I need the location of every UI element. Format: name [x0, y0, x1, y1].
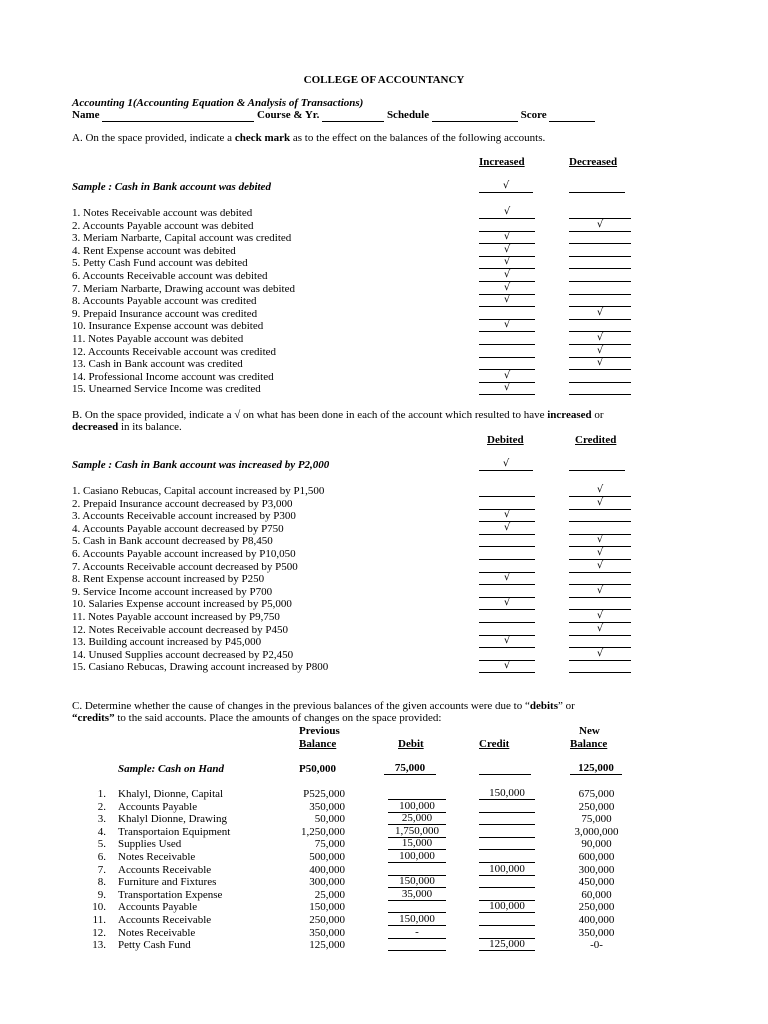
part-c-row-6-debit[interactable]: 100,000 — [388, 850, 446, 863]
part-a-item-11-decreased-blank[interactable]: √ — [569, 332, 631, 345]
part-c-row-12-number: 12. — [92, 927, 106, 939]
part-a-item-3-text: 3. Meriam Narbarte, Capital account was credited — [72, 232, 292, 244]
part-a-item-1-increased-blank[interactable]: √ — [479, 206, 535, 219]
part-c-row-5-debit[interactable]: 15,000 — [388, 837, 446, 850]
part-c-row-6-new-balance: 600,000 — [578, 851, 615, 863]
part-a-item-13-increased-blank[interactable] — [479, 357, 535, 370]
student-info-line — [72, 109, 595, 122]
part-c-row-11-credit[interactable] — [479, 913, 535, 926]
part-b-sample: Sample : Cash in Bank account was increased by P2,000 — [72, 459, 330, 471]
part-c-row-13-previous: 125,000 — [309, 939, 345, 951]
part-b-item-10-text: 10. Salaries Expense account increased by P5,000 — [72, 598, 292, 610]
part-b-instruction-line2 — [72, 421, 182, 434]
part-c-row-9-account: Transportation Expense — [118, 889, 223, 901]
part-c-row-2-debit[interactable]: 100,000 — [388, 800, 446, 813]
part-c-row-10-debit[interactable] — [388, 900, 446, 913]
part-c-row-3-new-balance: 75,000 — [581, 813, 612, 825]
part-c-row-9-debit[interactable]: 35,000 — [388, 888, 446, 901]
part-b-item-10-credited-blank[interactable] — [569, 597, 631, 610]
part-b-instr-bold: increased — [547, 409, 592, 421]
part-b-item-13-text: 13. Building account increased by P45,000 — [72, 636, 262, 648]
part-c-row-11-number: 11. — [92, 914, 106, 926]
part-c-row-8-debit[interactable]: 150,000 — [388, 875, 446, 888]
part-a-item-2-decreased-blank[interactable]: √ — [569, 219, 631, 232]
part-c-row-1-credit[interactable]: 150,000 — [479, 787, 535, 800]
part-b-item-1-debited-blank[interactable] — [479, 484, 535, 497]
part-b-item-15-debited-blank[interactable]: √ — [479, 660, 535, 673]
part-c-row-5-previous: 75,000 — [314, 838, 345, 850]
part-a-item-7-text: 7. Meriam Narbarte, Drawing account was debited — [72, 283, 295, 295]
part-c-row-7-credit[interactable]: 100,000 — [479, 863, 535, 876]
part-a-item-6-text: 6. Accounts Receivable account was debited — [72, 270, 268, 282]
part-c-sample-debit[interactable]: 75,000 — [384, 762, 436, 775]
name-label: Name — [72, 109, 100, 121]
part-c-row-1-debit[interactable] — [388, 787, 446, 800]
part-c-row-1-new-balance: 675,000 — [578, 788, 615, 800]
part-c-row-5-account: Supplies Used — [118, 838, 182, 850]
part-b-item-5-text: 5. Cash in Bank account decreased by P8,450 — [72, 535, 273, 547]
part-b-item-6-debited-blank[interactable] — [479, 547, 535, 560]
part-b-item-6-credited-blank[interactable]: √ — [569, 547, 631, 560]
part-b-item-4-text: 4. Accounts Payable account decreased by P750 — [72, 523, 284, 535]
part-b-item-11-text: 11. Notes Payable account increased by P9,750 — [72, 611, 280, 623]
part-a-item-1-decreased-blank[interactable] — [569, 206, 631, 219]
part-a-item-3-increased-blank[interactable]: √ — [479, 231, 535, 244]
part-b-item-5-credited-blank[interactable]: √ — [569, 534, 631, 547]
part-c-row-8-account: Furniture and Fixtures — [118, 876, 217, 888]
part-a-item-6-decreased-blank[interactable] — [569, 269, 631, 282]
part-c-row-5-number: 5. — [97, 838, 106, 850]
part-a-col-increased: Increased — [479, 156, 525, 168]
part-b-instr-bold-2: decreased — [72, 421, 119, 433]
part-c-row-12-debit[interactable]: - — [388, 926, 446, 939]
subject-title: Accounting 1(Accounting Equation & Analysis of Transactions) — [72, 97, 364, 109]
part-c-row-11-previous: 250,000 — [309, 914, 345, 926]
part-a-item-9-decreased-blank[interactable]: √ — [569, 307, 631, 320]
part-b-instr-text: B. On the space provided, indicate a √ on what has been done in each of the account which resulted to have — [72, 409, 548, 421]
score-field[interactable] — [549, 110, 595, 122]
part-a-instr-text-end: as to the effect on the balances of the following accounts. — [290, 132, 546, 144]
part-a-sample-increased-blank[interactable]: √ — [479, 180, 533, 193]
part-a-sample-decreased-blank[interactable] — [569, 180, 625, 193]
col-new-bottom: Balance — [570, 738, 608, 750]
col-credit: Credit — [479, 738, 510, 750]
part-c-row-7-previous: 400,000 — [309, 864, 345, 876]
part-c-row-4-new-balance: 3,000,000 — [574, 826, 619, 838]
part-b-item-7-credited-blank[interactable]: √ — [569, 560, 631, 573]
part-b-item-15-text: 15. Casiano Rebucas, Drawing account increased by P800 — [72, 661, 329, 673]
part-c-instr-bold: debits — [529, 700, 558, 712]
part-c-row-11-new-balance: 400,000 — [578, 914, 615, 926]
part-b-item-9-credited-blank[interactable]: √ — [569, 585, 631, 598]
part-c-row-10-credit[interactable]: 100,000 — [479, 900, 535, 913]
part-c-row-3-previous: 50,000 — [314, 813, 345, 825]
part-c-row-8-new-balance: 450,000 — [578, 876, 615, 888]
part-c-instruction-line2 — [72, 712, 441, 725]
part-a-instr-bold: check mark — [234, 132, 291, 144]
part-c-row-13-debit[interactable] — [388, 938, 446, 951]
part-b-col-debited: Debited — [487, 434, 524, 446]
part-b-item-11-debited-blank[interactable] — [479, 610, 535, 623]
part-b-item-13-debited-blank[interactable]: √ — [479, 635, 535, 648]
part-a-item-2-text: 2. Accounts Payable account was debited — [72, 220, 254, 232]
part-b-item-8-text: 8. Rent Expense account increased by P250 — [72, 573, 265, 585]
part-b-col-credited: Credited — [575, 434, 617, 446]
part-a-item-4-text: 4. Rent Expense account was debited — [72, 245, 236, 257]
part-b-item-2-text: 2. Prepaid Insurance account decreased by P3,000 — [72, 498, 293, 510]
part-c-row-6-number: 6. — [97, 851, 106, 863]
part-c-row-7-new-balance: 300,000 — [578, 864, 615, 876]
schedule-field[interactable] — [432, 110, 518, 122]
part-b-item-12-text: 12. Notes Receivable account decreased by P450 — [72, 624, 288, 636]
part-a-item-7-increased-blank[interactable]: √ — [479, 282, 535, 295]
part-b-item-15-credited-blank[interactable] — [569, 660, 631, 673]
part-c-row-9-previous: 25,000 — [314, 889, 345, 901]
course-label: Course & Yr. — [257, 109, 320, 121]
part-c-row-10-new-balance: 250,000 — [578, 901, 615, 913]
part-c-row-13-account: Petty Cash Fund — [118, 939, 191, 951]
part-b-item-10-debited-blank[interactable]: √ — [479, 597, 535, 610]
part-c-row-8-number: 8. — [97, 876, 106, 888]
part-c-row-3-number: 3. — [97, 813, 106, 825]
part-b-item-1-text: 1. Casiano Rebucas, Capital account increased by P1,500 — [72, 485, 325, 497]
part-c-row-1-account: Khalyl, Dionne, Capital — [118, 788, 224, 800]
part-b-item-9-text: 9. Service Income account increased by P700 — [72, 586, 273, 598]
part-c-row-13-credit[interactable]: 125,000 — [479, 938, 535, 951]
score-label: Score — [520, 109, 547, 121]
part-c-row-8-credit[interactable] — [479, 875, 535, 888]
part-b-instr-text-2: in its balance. — [118, 421, 182, 433]
part-c-row-2-number: 2. — [97, 801, 106, 813]
col-previous-bottom: Balance — [299, 738, 337, 750]
part-c-row-10-number: 10. — [92, 901, 106, 913]
part-b-item-11-credited-blank[interactable]: √ — [569, 610, 631, 623]
part-c-row-3-account: Khalyl Dionne, Drawing — [118, 813, 228, 825]
col-new-top: New — [579, 725, 600, 737]
part-c-sample-credit[interactable] — [479, 762, 531, 775]
part-a-item-15-text: 15. Unearned Service Income was credited — [72, 383, 261, 395]
part-c-instr-bold-2: “credits” — [72, 712, 115, 724]
part-b-item-14-credited-blank[interactable]: √ — [569, 648, 631, 661]
part-c-row-2-new-balance: 250,000 — [578, 801, 615, 813]
part-b-item-14-text: 14. Unused Supplies account decreased by P2,450 — [72, 649, 294, 661]
part-a-item-12-decreased-blank[interactable]: √ — [569, 345, 631, 358]
part-c-row-1-number: 1. — [97, 788, 106, 800]
part-c-row-4-account: Transportaion Equipment — [118, 826, 231, 838]
part-b-item-7-text: 7. Accounts Receivable account decreased by P500 — [72, 561, 298, 573]
part-b-item-8-credited-blank[interactable] — [569, 572, 631, 585]
part-c-row-13-number: 13. — [92, 939, 106, 951]
col-debit: Debit — [398, 738, 424, 750]
part-a-item-10-increased-blank[interactable]: √ — [479, 319, 535, 332]
page-title: COLLEGE OF ACCOUNTANCY — [303, 74, 465, 86]
part-b-item-6-text: 6. Accounts Payable account increased by P10,050 — [72, 548, 296, 560]
part-c-row-4-number: 4. — [97, 826, 106, 838]
part-c-row-5-new-balance: 90,000 — [581, 838, 612, 850]
part-b-item-1-credited-blank[interactable]: √ — [569, 484, 631, 497]
part-a-item-14-text: 14. Professional Income account was credited — [72, 371, 274, 383]
part-c-instr-text: C. Determine whether the cause of changes in the previous balances of the given accounts were due to “ — [72, 700, 530, 712]
part-c-row-2-previous: 350,000 — [309, 801, 345, 813]
part-c-row-8-previous: 300,000 — [309, 876, 345, 888]
part-a-item-5-text: 5. Petty Cash Fund account was debited — [72, 257, 248, 269]
part-c-sample-previous: P50,000 — [299, 763, 336, 775]
part-c-row-6-previous: 500,000 — [309, 851, 345, 863]
part-a-item-15-decreased-blank[interactable] — [569, 382, 631, 395]
part-c-sample-label: Sample: Cash on Hand — [118, 763, 225, 775]
part-a-instr-text: A. On the space provided, indicate a — [72, 132, 235, 144]
part-b-item-5-debited-blank[interactable] — [479, 534, 535, 547]
part-c-row-6-credit[interactable] — [479, 850, 535, 863]
part-c-row-12-account: Notes Receivable — [118, 927, 196, 939]
part-b-item-3-debited-blank[interactable]: √ — [479, 509, 535, 522]
part-a-item-13-text: 13. Cash in Bank account was credited — [72, 358, 243, 370]
part-c-row-4-previous: 1,250,000 — [301, 826, 345, 838]
part-a-item-8-decreased-blank[interactable] — [569, 294, 631, 307]
part-c-sample-new[interactable]: 125,000 — [570, 762, 622, 775]
part-a-item-4-increased-blank[interactable]: √ — [479, 244, 535, 257]
part-c-row-1-previous: P525,000 — [303, 788, 345, 800]
part-c-row-11-account: Accounts Receivable — [118, 914, 212, 926]
part-b-item-12-credited-blank[interactable]: √ — [569, 623, 631, 636]
part-a-item-10-text: 10. Insurance Expense account was debited — [72, 320, 264, 332]
part-c-row-13-new-balance: -0- — [590, 939, 603, 951]
name-field[interactable] — [102, 110, 254, 122]
part-c-instr-text-end: ” or — [557, 700, 575, 712]
course-field[interactable] — [322, 110, 384, 122]
part-a-item-5-decreased-blank[interactable] — [569, 256, 631, 269]
part-a-item-12-text: 12. Accounts Receivable account was credited — [72, 346, 277, 358]
part-c-row-4-debit[interactable]: 1,750,000 — [388, 825, 446, 838]
part-c-row-12-previous: 350,000 — [309, 927, 345, 939]
part-a-item-11-text: 11. Notes Payable account was debited — [72, 333, 244, 345]
part-b-item-13-credited-blank[interactable] — [569, 635, 631, 648]
part-b-item-3-text: 3. Accounts Receivable account increased by P300 — [72, 510, 296, 522]
part-a-item-14-increased-blank[interactable]: √ — [479, 370, 535, 383]
part-c-row-12-new-balance: 350,000 — [578, 927, 615, 939]
part-b-instr-text-end: or — [591, 409, 604, 421]
part-c-row-2-account: Accounts Payable — [118, 801, 198, 813]
part-b-sample-credited-blank[interactable] — [569, 458, 625, 471]
part-a-item-5-increased-blank[interactable]: √ — [479, 256, 535, 269]
schedule-label: Schedule — [386, 109, 430, 121]
part-c-row-7-number: 7. — [97, 864, 106, 876]
part-b-item-8-debited-blank[interactable]: √ — [479, 572, 535, 585]
part-c-row-3-debit[interactable]: 25,000 — [388, 812, 446, 825]
part-b-sample-debited-blank[interactable]: √ — [479, 458, 533, 471]
part-c-row-10-previous: 150,000 — [309, 901, 345, 913]
part-a-item-6-increased-blank[interactable]: √ — [479, 269, 535, 282]
part-a-sample: Sample : Cash in Bank account was debited — [72, 181, 271, 193]
part-a-item-1-text: 1. Notes Receivable account was debited — [72, 207, 253, 219]
part-a-instruction — [72, 132, 545, 145]
part-b-item-3-credited-blank[interactable] — [569, 509, 631, 522]
part-b-item-4-debited-blank[interactable]: √ — [479, 522, 535, 535]
part-a-item-9-text: 9. Prepaid Insurance account was credited — [72, 308, 258, 320]
part-a-item-8-increased-blank[interactable]: √ — [479, 294, 535, 307]
part-c-row-6-account: Notes Receivable — [118, 851, 196, 863]
part-c-row-11-debit[interactable]: 150,000 — [388, 913, 446, 926]
part-c-row-9-number: 9. — [97, 889, 106, 901]
part-c-row-9-new-balance: 60,000 — [581, 889, 612, 901]
part-a-item-13-decreased-blank[interactable]: √ — [569, 357, 631, 370]
part-c-instr-text-2: to the said accounts. Place the amounts of changes on the space provided: — [114, 712, 442, 724]
part-c-row-3-credit[interactable] — [479, 812, 535, 825]
part-a-item-10-decreased-blank[interactable] — [569, 319, 631, 332]
part-c-row-7-account: Accounts Receivable — [118, 864, 212, 876]
part-a-item-8-text: 8. Accounts Payable account was credited — [72, 295, 257, 307]
part-a-item-11-increased-blank[interactable] — [479, 332, 535, 345]
part-c-row-10-account: Accounts Payable — [118, 901, 198, 913]
part-c-row-5-credit[interactable] — [479, 837, 535, 850]
part-a-item-15-increased-blank[interactable]: √ — [479, 382, 535, 395]
col-previous-top: Previous — [299, 725, 340, 737]
part-a-col-decreased: Decreased — [569, 156, 618, 168]
part-a-item-3-decreased-blank[interactable] — [569, 231, 631, 244]
part-b-item-2-credited-blank[interactable]: √ — [569, 497, 631, 510]
